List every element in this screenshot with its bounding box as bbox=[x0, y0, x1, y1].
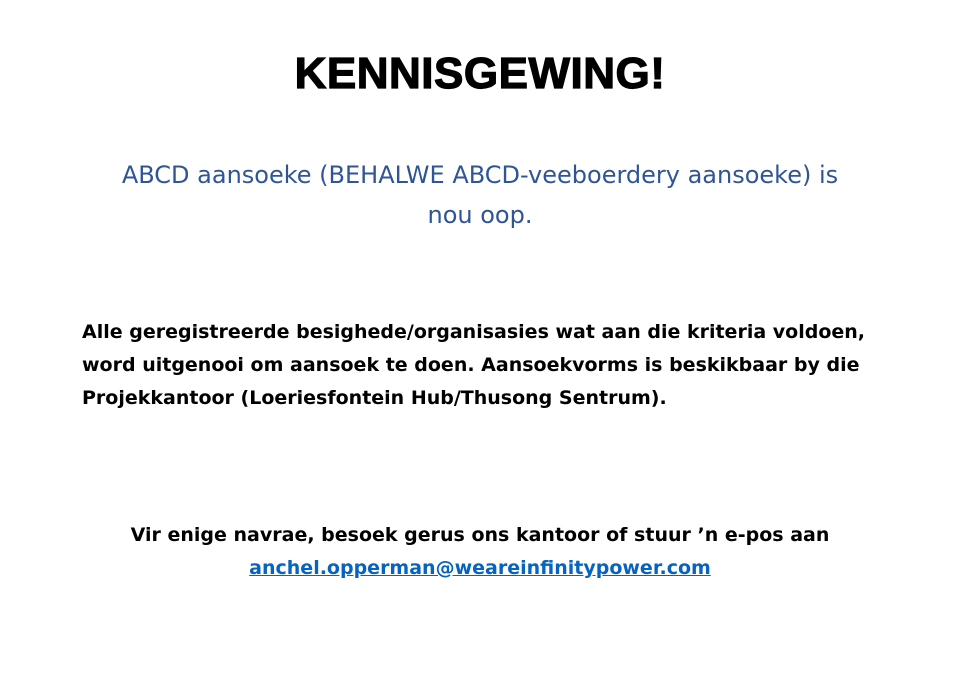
notice-subtitle bbox=[80, 155, 880, 235]
body-line-1: Alle geregistreerde besighede/organisasies wat aan die kriteria voldoen, bbox=[82, 321, 865, 343]
notice-title: KENNISGEWING! bbox=[294, 49, 666, 98]
contact-email-link[interactable]: anchel.opperman@weareinfinitypower.com bbox=[249, 557, 711, 579]
contact-block bbox=[0, 519, 960, 585]
subtitle-line-2: nou oop. bbox=[427, 201, 533, 229]
notice-body bbox=[82, 316, 865, 415]
body-line-3: Projekkantoor (Loeriesfontein Hub/Thusong Sentrum). bbox=[82, 387, 667, 409]
contact-email-line bbox=[0, 552, 960, 585]
subtitle-line-1: ABCD aansoeke (BEHALWE ABCD-veeboerdery aansoeke) is bbox=[121, 161, 839, 189]
body-line-2: word uitgenooi om aansoek te doen. Aansoekvorms is beskikbaar by die bbox=[82, 354, 860, 376]
contact-text: Vir enige navrae, besoek gerus ons kantoor of stuur ’n e-pos aan bbox=[130, 524, 830, 546]
